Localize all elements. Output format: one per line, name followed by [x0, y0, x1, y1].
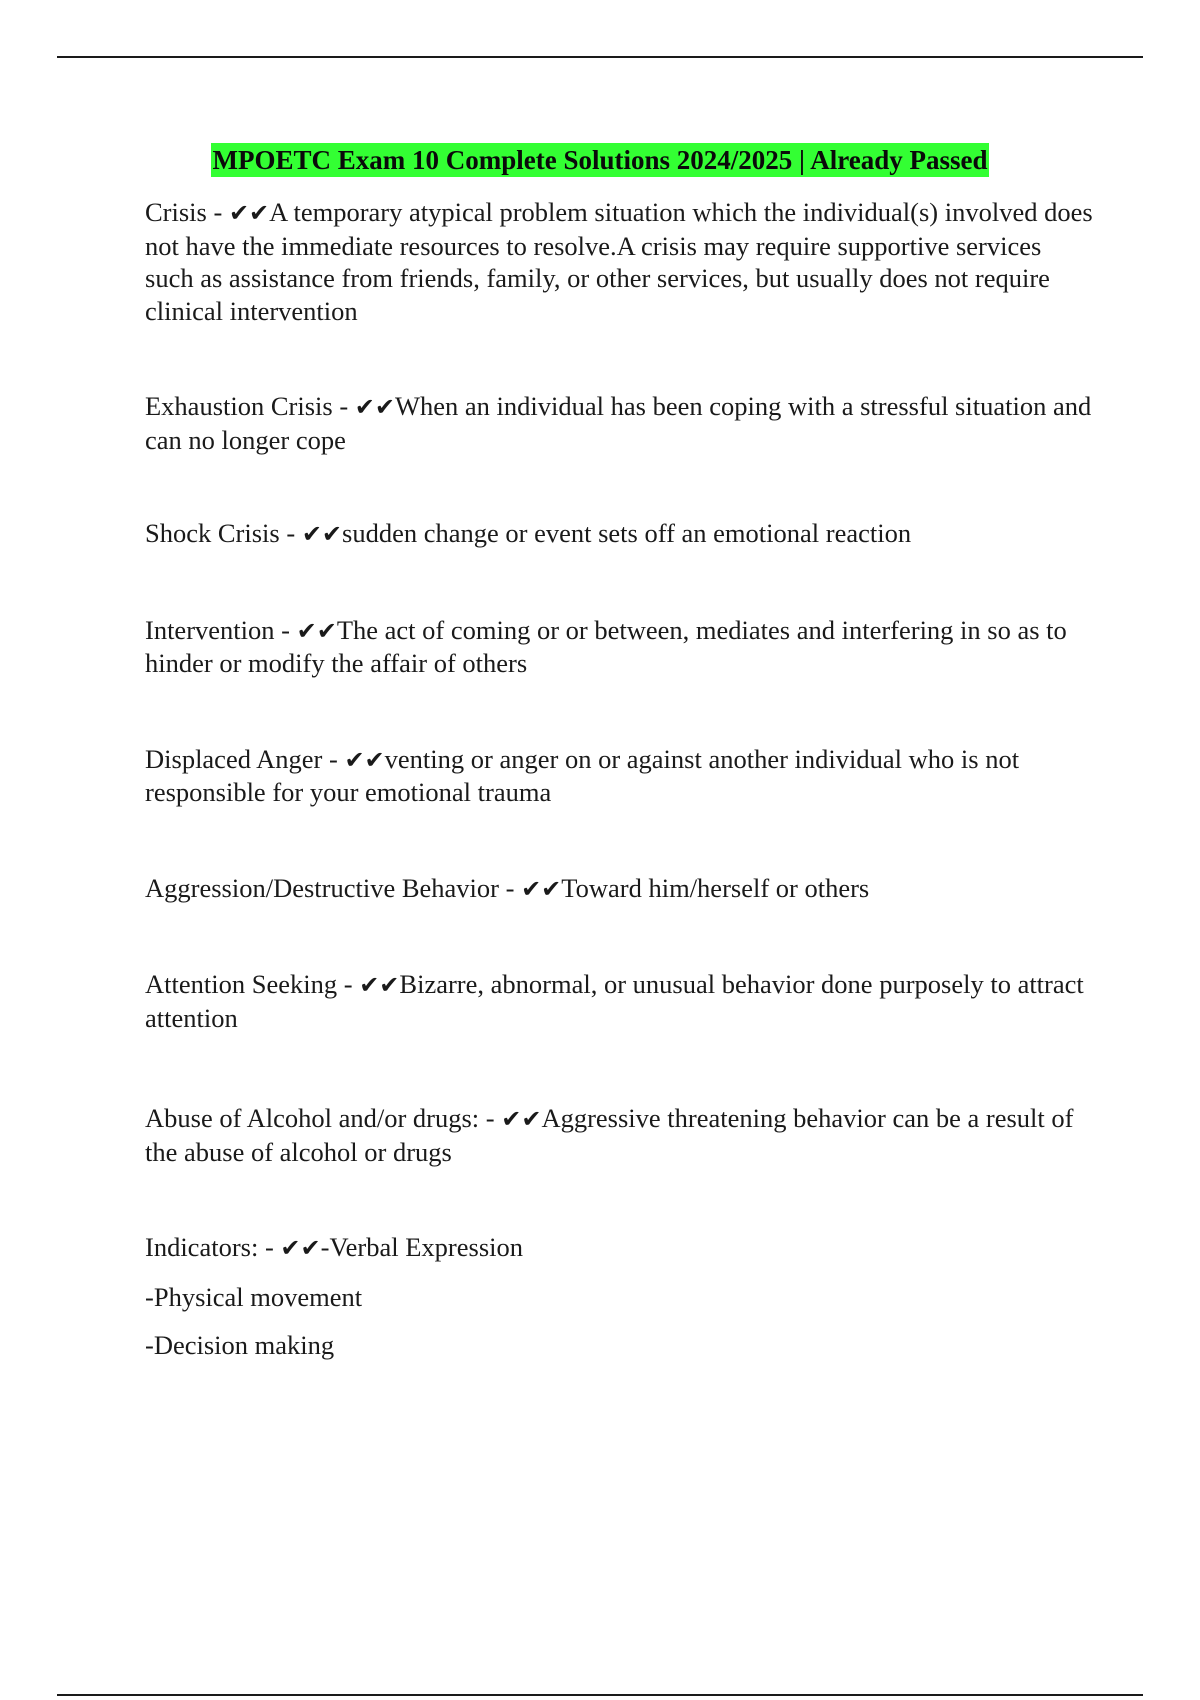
entry-definition: Toward him/herself or others: [561, 872, 870, 903]
entry-term: Attention Seeking -: [145, 969, 360, 999]
entry-indicators: [145, 1231, 1095, 1265]
bottom-rule: [57, 1694, 1143, 1696]
entry-definition: A temporary atypical problem situation which the individual(s) involved does not have the immediate resources to resolve.A crisis may require supportive services such as assistance from friends, family, or other services, but usually does not require clinical intervention: [145, 197, 1093, 326]
entry-exhaustion-crisis: [145, 390, 1095, 456]
check-mark-icon: ✔✔: [228, 199, 270, 227]
check-mark-icon: ✔✔: [344, 745, 385, 774]
check-mark-icon: ✔✔: [501, 1105, 542, 1133]
entry-shock-crisis: [145, 517, 1095, 551]
entry-term: Displaced Anger -: [145, 743, 345, 774]
entry-definition: When an individual has been coping with a stressful situation and can no longer cope: [145, 391, 1092, 455]
top-rule: [57, 56, 1143, 58]
entry-displaced-anger: [145, 743, 1095, 809]
entry-attention-seeking: [145, 968, 1095, 1034]
entry-term: Aggression/Destructive Behavior -: [145, 872, 522, 903]
check-mark-icon: ✔✔: [301, 520, 343, 548]
check-mark-icon: ✔✔: [359, 971, 400, 999]
entry-intervention: [145, 614, 1095, 680]
entry-crisis: [145, 196, 1095, 327]
indicator-line: -Decision making: [145, 1330, 335, 1360]
entry-term: Shock Crisis -: [145, 518, 302, 548]
title-container: [0, 143, 1200, 177]
entry-definition: sudden change or event sets off an emotional reaction: [342, 518, 912, 548]
entry-definition: The act of coming or or between, mediates and interfering in so as to hinder or modify the affair of others: [145, 614, 1067, 678]
entry-term: Abuse of Alcohol and/or drugs: -: [145, 1103, 502, 1133]
entry-abuse-of-alcohol-drugs: [145, 1102, 1095, 1168]
entries-list: [145, 196, 1095, 1362]
entry-term: Indicators: -: [145, 1232, 281, 1262]
entry-definition: venting or anger on or against another individual who is not responsible for your emotional trauma: [145, 743, 1020, 807]
entry-term: Intervention -: [145, 614, 297, 645]
check-mark-icon: ✔✔: [354, 393, 396, 421]
entry-term: Crisis -: [145, 197, 229, 227]
check-mark-icon: ✔✔: [296, 616, 337, 645]
entry-aggression-destructive-behavior: [145, 872, 1095, 906]
entry-definition: Bizarre, abnormal, or unusual behavior done purposely to attract attention: [145, 969, 1084, 1033]
indicator-line: -Physical movement: [145, 1281, 363, 1312]
check-mark-icon: ✔✔: [280, 1234, 321, 1262]
entry-definition: Aggressive threatening behavior can be a result of the abuse of alcohol or drugs: [145, 1103, 1074, 1167]
entry-term: Exhaustion Crisis -: [145, 391, 355, 421]
document-title: MPOETC Exam 10 Complete Solutions 2024/2025 | Already Passed: [212, 145, 988, 175]
check-mark-icon: ✔✔: [521, 874, 562, 903]
entry-definition: -Verbal Expression: [320, 1232, 523, 1262]
